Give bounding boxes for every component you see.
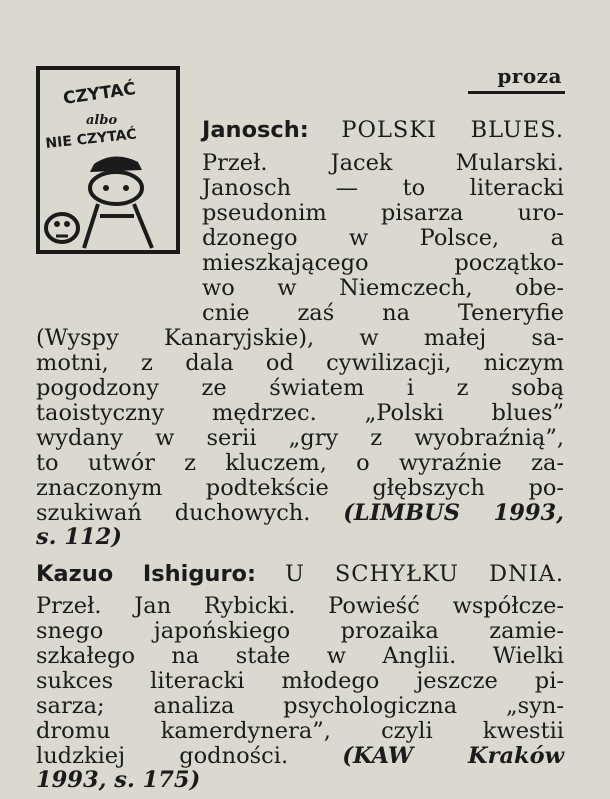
- entry-line: Janosch — to literacki: [202, 175, 564, 201]
- entry-line: Przeł. Jan Rybicki. Powieść współcze-: [36, 593, 564, 619]
- entry-heading: [36, 562, 564, 587]
- entry-source-end: [36, 768, 564, 793]
- entry-line: wydany w serii „gry z wyobraźnią”,: [36, 425, 564, 451]
- entry-line: [36, 501, 564, 526]
- logo-text-bottom: NIE CZYTAĆ: [44, 126, 138, 152]
- logo-text-mid: albo: [86, 113, 118, 128]
- section-rule: [468, 91, 565, 94]
- entry-source-end-text: s. 112): [36, 524, 122, 550]
- entry-source-end-text: 1993, s. 175): [36, 767, 201, 793]
- entry-line: wo w Niemczech, obe-: [202, 275, 564, 301]
- entry-author: Janosch:: [202, 117, 309, 143]
- entry-line: pseudonim pisarza uro-: [202, 200, 564, 226]
- entry-line: dromu kamerdynera”, czyli kwestii: [36, 718, 564, 744]
- entry-source: (KAW Kraków: [342, 743, 564, 769]
- entry-title: POLSKI BLUES.: [341, 117, 564, 143]
- entry-title: U SCHYŁKU DNIA.: [284, 561, 564, 587]
- entry-line: znaczonym podtekście głębszych po-: [36, 475, 564, 501]
- entry-line: taoistyczny mędrzec. „Polski blues”: [36, 400, 564, 426]
- logo-text-top: CZYTAĆ: [61, 78, 138, 109]
- entry-line-text: ludzkiej godności.: [36, 743, 289, 769]
- entry-author: Kazuo Ishiguro:: [36, 561, 256, 587]
- entry-line: Przeł. Jacek Mularski.: [202, 150, 564, 176]
- section-label: proza: [497, 64, 562, 88]
- entry-heading: [202, 118, 564, 143]
- reader-cartoon-icon: [36, 66, 182, 266]
- entry-line: szkałego na stałe w Anglii. Wielki: [36, 643, 564, 669]
- entry-line: (Wyspy Kanaryjskie), w małej sa-: [36, 325, 564, 351]
- entry-line: snego japońskiego prozaika zamie-: [36, 618, 564, 644]
- entry-line: [36, 744, 564, 769]
- entry-line: sukces literacki młodego jeszcze pi-: [36, 668, 564, 694]
- entry-source: (LIMBUS 1993,: [343, 500, 564, 526]
- entry-line: sarza; analiza psychologiczna „syn-: [36, 693, 564, 719]
- entry-line: pogodzony ze światem i z sobą: [36, 375, 564, 401]
- entry-line: cnie zaś na Teneryfie: [202, 300, 564, 326]
- entry-line-text: szukiwań duchowych.: [36, 500, 311, 526]
- entry-line: dzonego w Polsce, a: [202, 225, 564, 251]
- column-logo: [36, 66, 182, 266]
- entry-line: mieszkającego początko-: [202, 250, 564, 276]
- entry-source-end: [36, 525, 564, 550]
- entry-line: to utwór z kluczem, o wyraźnie za-: [36, 450, 564, 476]
- entry-line: motni, z dala od cywilizacji, niczym: [36, 350, 564, 376]
